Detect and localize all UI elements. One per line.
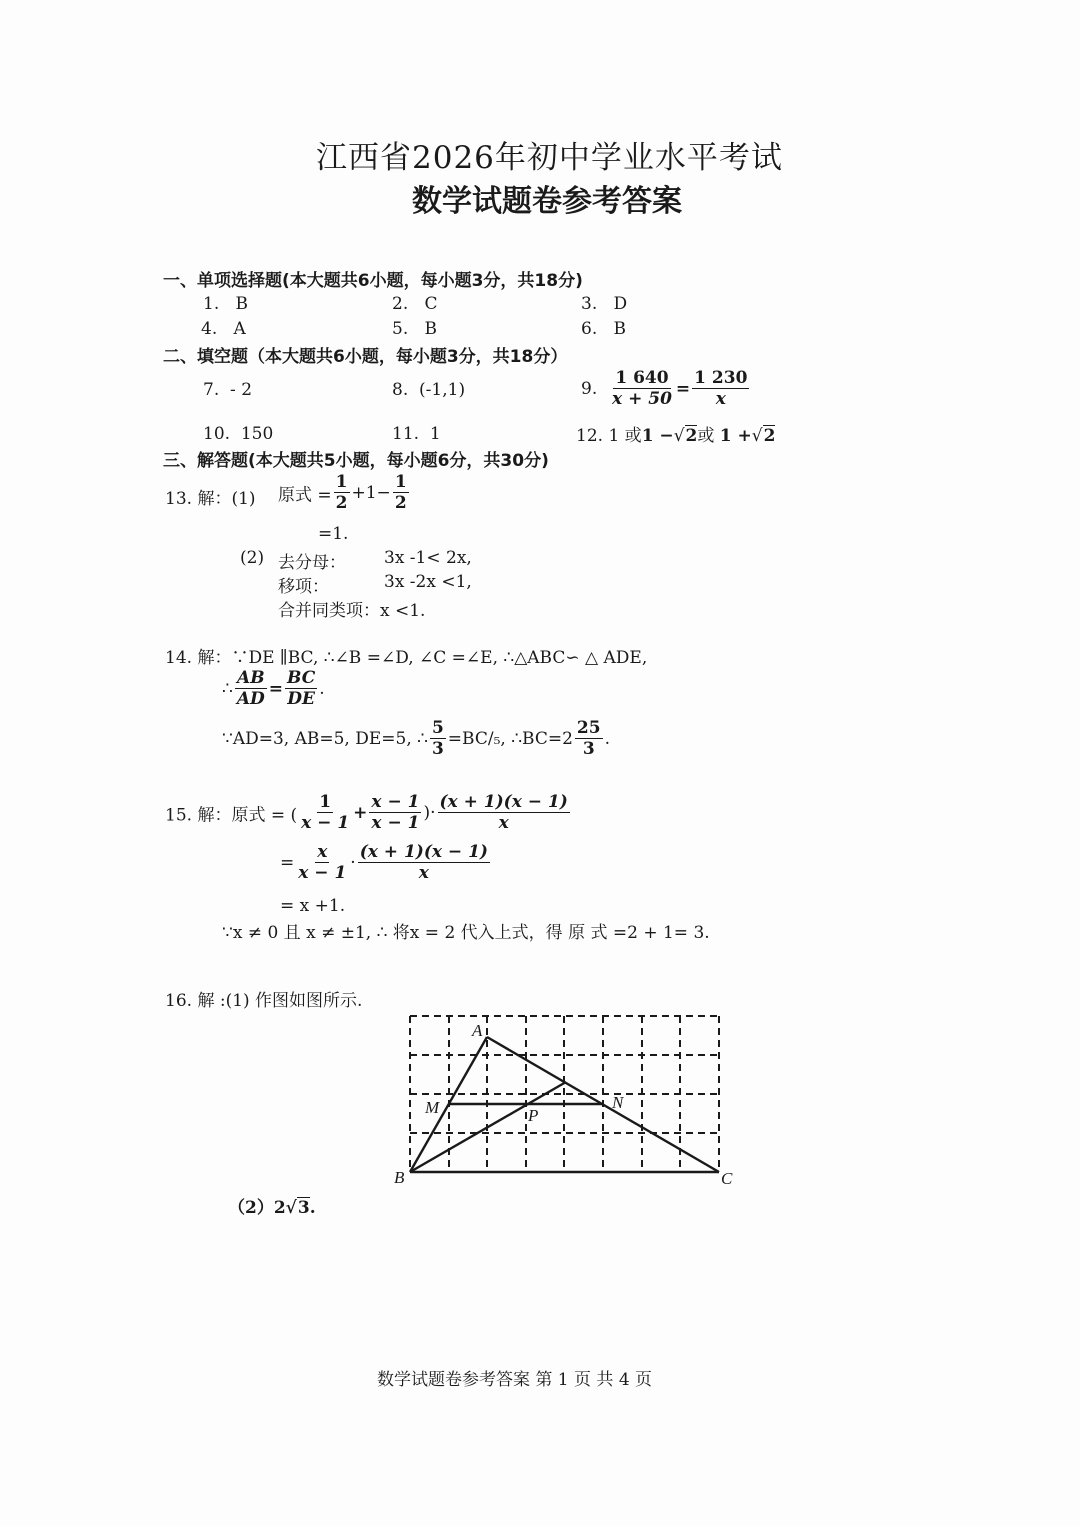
q14-line3: ∵AD=3, AB=5, DE=5, ∴ $\frac{5}{3}$ =BC/₅, ∴BC=2 $\frac{25}{3}$ . <box>222 718 610 760</box>
q15-line3: = x +1. <box>280 896 346 916</box>
page-subtitle: 数学试题卷参考答案 <box>412 184 682 219</box>
section-heading-choice: 一、单项选择题(本大题共6小题，每小题3分，共18分) <box>163 271 583 291</box>
geometry-figure <box>385 1005 745 1195</box>
q13-step-final: 合并同类项：x <1. <box>278 601 426 621</box>
q15-line1: 15. 解：原式 = ( $\frac{1}{x - 1}$ + $\frac{x - 1}{x - 1}$ )· $\frac{(x + 1)(x - 1)}{x}$ <box>165 792 568 834</box>
point-label-b: B <box>394 1168 405 1187</box>
point-label-c: C <box>721 1169 733 1188</box>
q16-line1: 16. 解 :(1) 作图如图所示. <box>165 991 363 1011</box>
choice-item: 6. B <box>581 319 626 339</box>
fill-item-8: 8. (-1,1) <box>392 380 466 400</box>
page-title: 江西省2026年初中学业水平考试 <box>316 140 783 176</box>
q13-step-label: 去分母： <box>278 553 346 573</box>
fill-item-9: 9. $\frac{1 640}{x + 50}$ = $\frac{1 230}{x}$ <box>581 368 748 410</box>
section-heading-fill: 二、填空题（本大题共6小题，每小题3分，共18分） <box>163 347 568 367</box>
point-label-n: N <box>612 1093 624 1112</box>
q14-line1: 14. 解：∵DE ∥BC, ∴∠B =∠D, ∠C =∠E, ∴△ABC∽ △ ADE, <box>165 648 648 668</box>
q13-step-label: 移项： <box>278 577 329 597</box>
q15-line2: = $\frac{x}{x - 1}$ · $\frac{(x + 1)(x - 1)}{x}$ <box>280 842 488 884</box>
fill-item-12: 12. 1 或1 −√2或 1 +√2 <box>576 426 776 446</box>
q13-line2: =1. <box>318 524 349 544</box>
q13-step-value: 3x -1< 2x, <box>384 548 472 568</box>
q14-line2: ∴ $\frac{AB}{AD}$ = $\frac{BC}{DE}$ . <box>222 668 325 710</box>
section-heading-solve: 三、解答题(本大题共5小题，每小题6分，共30分) <box>163 451 549 471</box>
q16-answer-2: （2）2√3. <box>228 1198 316 1218</box>
fill-item-7: 7. - 2 <box>203 380 253 400</box>
segment-bp <box>410 1082 566 1172</box>
q15-line4: ∵x ≠ 0 且 x ≠ ±1, ∴ 将x = 2 代入上式，得 原 式 =2 + 1= 3. <box>222 923 710 943</box>
choice-item: 2. C <box>392 294 438 314</box>
point-label-p: P <box>528 1106 539 1125</box>
q13-label: 13. 解：(1) <box>165 489 256 509</box>
page-footer: 数学试题卷参考答案 第 1 页 共 4 页 <box>377 1370 653 1390</box>
choice-item: 4. A <box>201 319 246 339</box>
point-label-a: A <box>472 1021 483 1040</box>
fill-item-11: 11. 1 <box>392 424 441 444</box>
choice-item: 5. B <box>392 319 437 339</box>
point-label-m: M <box>425 1098 440 1117</box>
q13-part2-label: (2) <box>240 548 265 568</box>
fill-item-10: 10. 150 <box>203 424 274 444</box>
dashed-grid <box>410 1016 719 1172</box>
choice-item: 1. B <box>203 294 248 314</box>
q13-step-value: 3x -2x <1, <box>384 572 472 592</box>
q13-line1: 原式 = $\frac{1}{2}$ +1− $\frac{1}{2}$ <box>278 472 407 514</box>
choice-item: 3. D <box>581 294 628 314</box>
